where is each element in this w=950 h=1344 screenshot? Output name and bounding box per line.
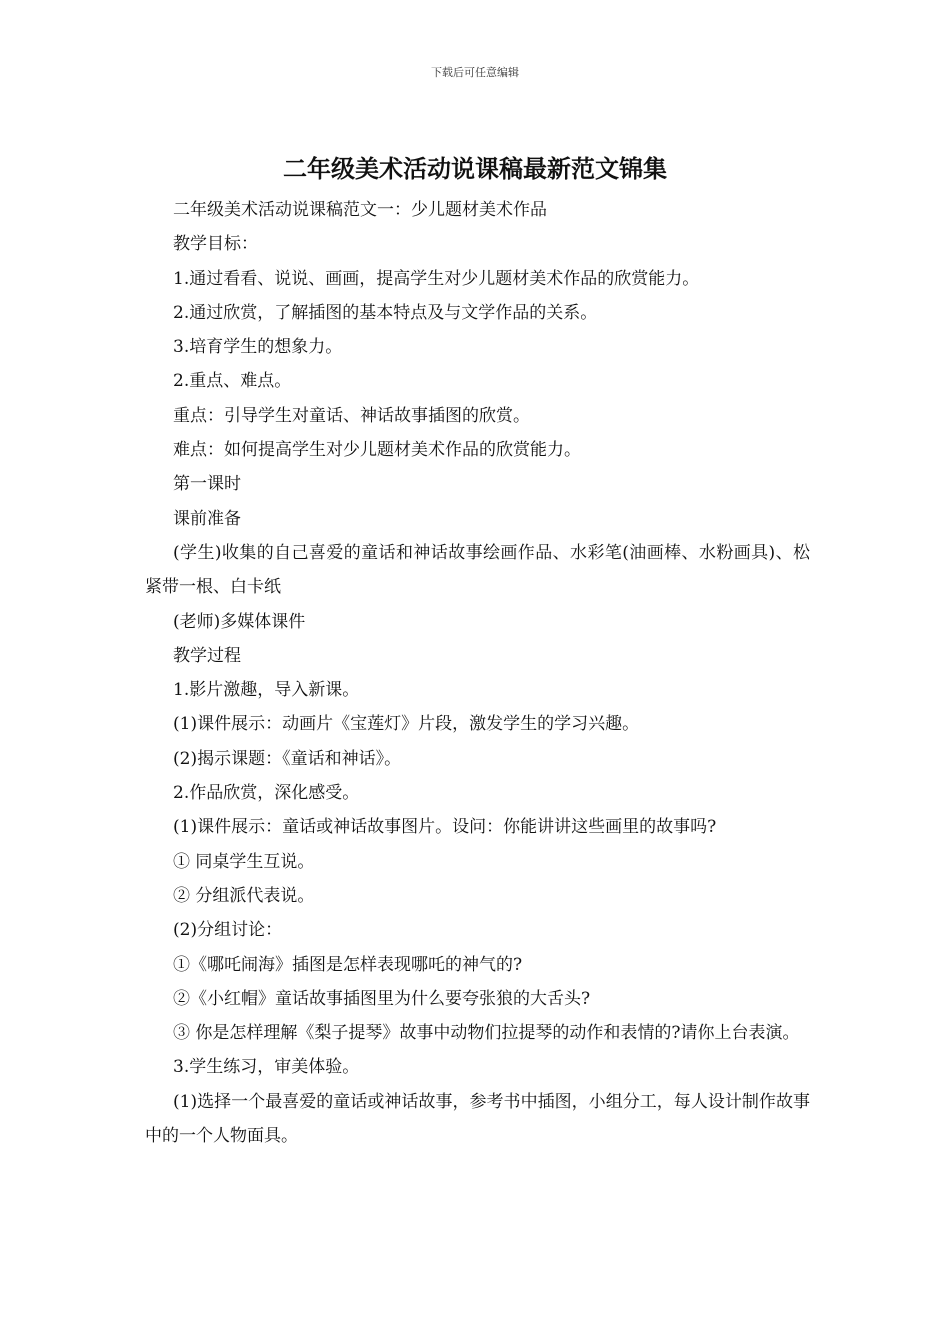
paragraph: 难点：如何提高学生对少儿题材美术作品的欣赏能力。 <box>173 440 581 461</box>
paragraph: ① 同桌学生互说。 <box>173 851 315 872</box>
paragraph: 教学目标： <box>173 234 258 255</box>
paragraph: (1)课件展示：动画片《宝莲灯》片段，激发学生的学习兴趣。 <box>173 714 640 735</box>
paragraph: ③ 你是怎样理解《梨子提琴》故事中动物们拉提琴的动作和表情的?请你上台表演。 <box>173 1023 800 1044</box>
document-title: 二年级美术活动说课稿最新范文锦集 <box>283 155 667 183</box>
paragraph: ②《小红帽》童话故事插图里为什么要夸张狼的大舌头? <box>173 988 591 1009</box>
paragraph: 第一课时 <box>173 474 241 495</box>
paragraph: 课前准备 <box>173 508 241 529</box>
paragraph: 3.培育学生的想象力。 <box>173 337 343 358</box>
paragraph: 二年级美术活动说课稿范文一：少儿题材美术作品 <box>173 200 547 220</box>
paragraph: (老师)多媒体课件 <box>173 611 306 632</box>
paragraph: ①《哪吒闹海》插图是怎样表现哪吒的神气的? <box>173 954 523 975</box>
paragraph: (2)分组讨论： <box>173 920 283 941</box>
paragraph: 教学过程 <box>173 645 241 666</box>
paragraph: 1.影片激趣，导入新课。 <box>173 680 360 701</box>
paragraph: 2.通过欣赏，了解插图的基本特点及与文学作品的关系。 <box>173 302 598 323</box>
paragraph: 2.作品欣赏，深化感受。 <box>173 783 360 804</box>
paragraph: 3.学生练习，审美体验。 <box>173 1057 360 1078</box>
paragraph: (1)课件展示：童话或神话故事图片。设问：你能讲讲这些画里的故事吗? <box>173 817 717 838</box>
page-header-note: 下载后可任意编辑 <box>431 66 519 79</box>
paragraph: ② 分组派代表说。 <box>173 885 315 906</box>
document-body <box>145 193 810 1153</box>
paragraph: (1)选择一个最喜爱的童话或神话故事，参考书中插图，小组分工，每人设计制作故事中的一个人物面具。 <box>145 1091 810 1147</box>
paragraph: 2.重点、难点。 <box>173 371 292 392</box>
paragraph: 重点：引导学生对童话、神话故事插图的欣赏。 <box>173 405 530 426</box>
paragraph: (2)揭示课题：《童话和神话》。 <box>173 748 402 769</box>
paragraph: 1.通过看看、说说、画画，提高学生对少儿题材美术作品的欣赏能力。 <box>173 268 700 289</box>
paragraph: (学生)收集的自己喜爱的童话和神话故事绘画作品、水彩笔(油画棒、水粉画具)、松紧带一根、白卡纸 <box>145 542 810 598</box>
